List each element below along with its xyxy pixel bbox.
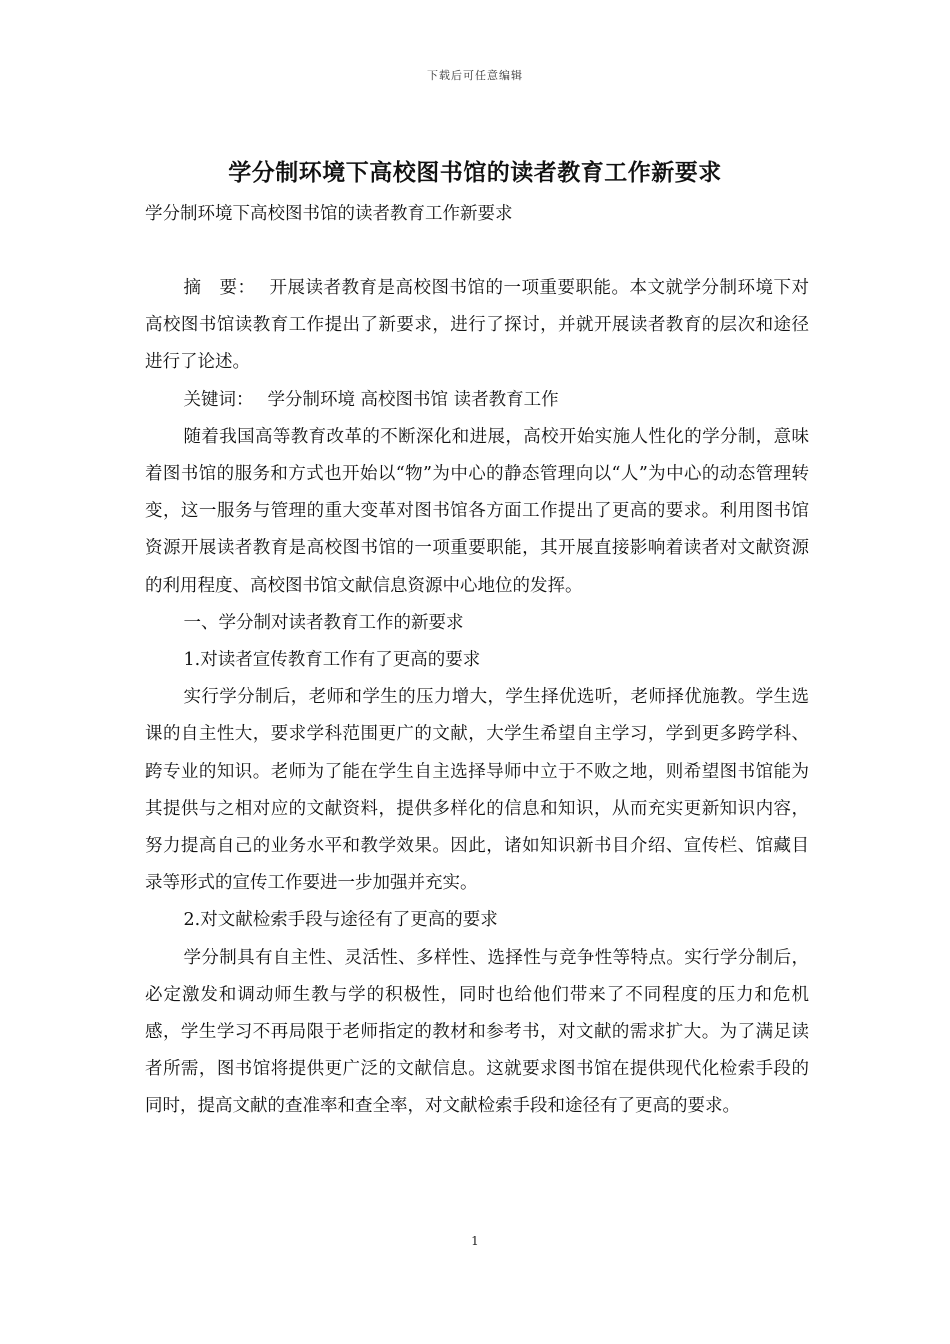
subsection1-heading: 1.对读者宣传教育工作有了更高的要求: [183, 650, 481, 671]
intro-paragraph: 随着我国高等教育改革的不断深化和进展，高校开始实施人性化的学分制，意味着图书馆的服务和方式也开始以“物”为中心的静态管理向以“人”为中心的动态管理转变，这一服务与管理的重大变革对图书馆各方面工作提出了更高的要求。利用图书馆资源开展读者教育是高校图书馆的一项重要职能，其开展直接影响着读者对文献资源的利用程度、高校图书馆文献信息资源中心地位的发挥。: [145, 426, 809, 596]
keywords-label: 关键词：: [183, 389, 254, 410]
abstract-label: 摘 要：: [183, 278, 256, 298]
abstract-paragraph: [145, 270, 809, 382]
page-number: 1: [471, 1234, 479, 1248]
subsection2-paragraph: 学分制具有自主性、灵活性、多样性、选择性与竞争性等特点。实行学分制后，必定激发和调动师生教与学的积极性，同时也给他们带来了不同程度的压力和危机感，学生学习不再局限于老师指定的教材和参考书，对文献的需求扩大。为了满足读者所需，图书馆将提供更广泛的文献信息。这就要求图书馆在提供现代化检索手段的同时，提高文献的查准率和查全率，对文献检索手段和途径有了更高的要求。: [145, 947, 809, 1117]
section1-heading: 一、学分制对读者教育工作的新要求: [183, 612, 464, 633]
keywords-paragraph: [145, 382, 809, 419]
document-subtitle: 学分制环境下高校图书馆的读者教育工作新要求: [145, 204, 513, 224]
subsection1-paragraph: 实行学分制后，老师和学生的压力增大，学生择优选听，老师择优施教。学生选课的自主性大，要求学科范围更广的文献，大学生希望自主学习，学到更多跨学科、跨专业的知识。老师为了能在学生自主选择导师中立于不败之地，则希望图书馆能为其提供与之相对应的文献资料，提供多样化的信息和知识，从而充实更新知识内容，努力提高自己的业务水平和教学效果。因此，诸如知识新书目介绍、宣传栏、馆藏目录等形式的宣传工作要进一步加强并充实。: [145, 687, 809, 894]
keywords-text: 学分制环境 高校图书馆 读者教育工作: [267, 389, 559, 410]
document-title: 学分制环境下高校图书馆的读者教育工作新要求: [228, 160, 722, 186]
document-body: [145, 270, 809, 1126]
subsection2-heading: 2.对文献检索手段与途径有了更高的要求: [183, 910, 498, 931]
header-note: 下载后可任意编辑: [427, 69, 523, 82]
abstract-text: 开展读者教育是高校图书馆的一项重要职能。本文就学分制环境下对高校图书馆读教育工作提出了新要求，进行了探讨，并就开展读者教育的层次和途径进行了论述。: [145, 278, 809, 373]
